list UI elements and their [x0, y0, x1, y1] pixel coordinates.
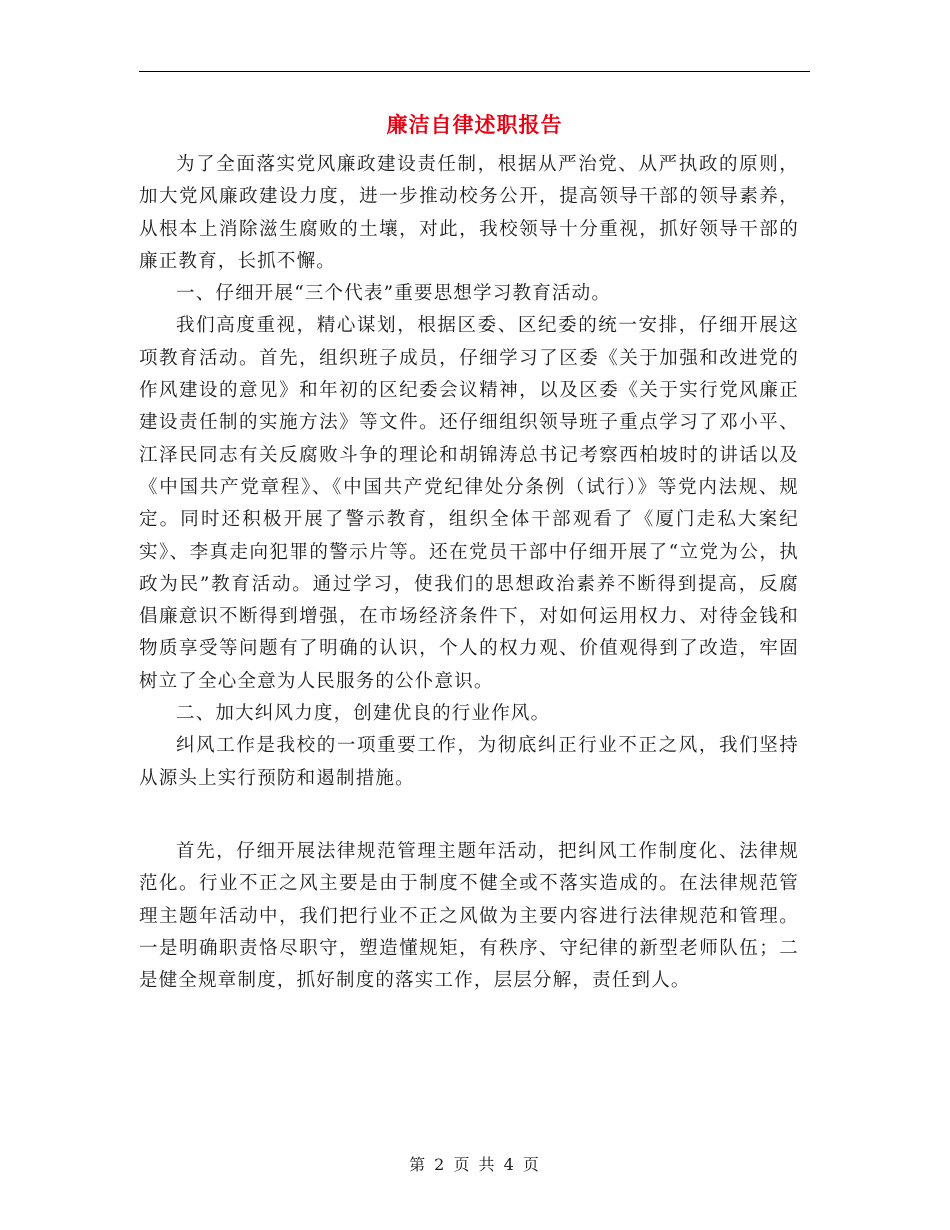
paragraph-section-2: 纠风工作是我校的一项重要工作，为彻底纠正行业不正之风，我们坚持从源头上实行预防和遏制措施。: [139, 735, 799, 789]
paragraph-section-2-detail: 首先，仔细开展法律规范管理主题年活动，把纠风工作制度化、法律规范化。行业不正之风主要是由于制度不健全或不落实造成的。在法律规范管理主题年活动中，我们把行业不正之风做为主要内容进行法律规范和管理。一是明确职责恪尽职守，塑造懂规矩，有秩序、守纪律的新型老师队伍；二是健全规章制度，抓好制度的落实工作，层层分解，责任到人。: [139, 840, 799, 992]
page-footer: [0, 1152, 950, 1175]
footer-suffix: 页: [522, 1155, 541, 1174]
footer-prefix: 第: [409, 1155, 428, 1174]
section-heading-1: 一、仔细开展“三个代表”重要思想学习教育活动。: [176, 283, 612, 305]
paragraph-intro: 为了全面落实党风廉政建设责任制，根据从严治党、从严执政的原则，加大党风廉政建设力度，进一步推动校务公开，提高领导干部的领导素养，从根本上消除滋生腐败的土壤，对此，我校领导十分重视，抓好领导干部的廉正教育，长抓不懈。: [139, 154, 799, 272]
document-title: 廉洁自律述职报告: [386, 113, 563, 137]
document-body: [139, 149, 799, 997]
paragraph-section-1: 我们高度重视，精心谋划，根据区委、区纪委的统一安排，仔细开展这项教育活动。首先，组织班子成员，仔细学习了区委《关于加强和改进党的作风建设的意见》和年初的区纪委会议精神，以及区委《关于实行党风廉正建设责任制的实施方法》等文件。还仔细组织领导班子重点学习了邓小平、江泽民同志有关反腐败斗争的理论和胡锦涛总书记考察西柏坡时的讲话以及《中国共产党章程》、《中国共产党纪律处分条例（试行）》等党内法规、规定。同时还积极开展了警示教育，组织全体干部观看了《厦门走私大案纪实》、李真走向犯罪的警示片等。还在党员干部中仔细开展了“立党为公，执政为民”教育活动。通过学习，使我们的思想政治素养不断得到提高，反腐倡廉意识不断得到增强，在市场经济条件下，对如何运用权力、对待金钱和物质享受等问题有了明确的认识，个人的权力观、价值观得到了改造，牢固树立了全心全意为人民服务的公仆意识。: [139, 315, 799, 692]
footer-total-pages: 4: [503, 1155, 516, 1174]
footer-middle: 页 共: [453, 1155, 497, 1174]
section-heading-2: 二、加大纠风力度，创建优良的行业作风。: [176, 703, 551, 725]
footer-current-page: 2: [434, 1155, 447, 1174]
header-rule: [139, 71, 810, 72]
